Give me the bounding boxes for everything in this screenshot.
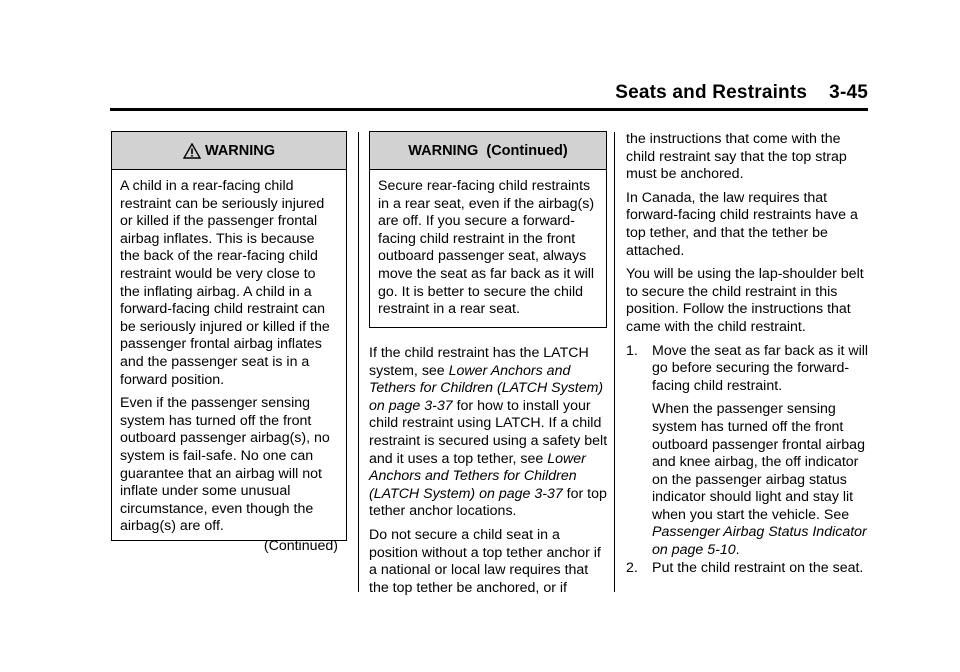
- warning-continued-body: [370, 170, 606, 325]
- warning-triangle-icon: [183, 143, 201, 159]
- latch-text-b: for how to install your child restraint using LATCH. If a child restraint is secured using a safety belt and it uses a top tether, see: [369, 397, 608, 467]
- column-divider-1: [358, 132, 359, 592]
- latch-text-a: If the child restraint has the LATCH system, see: [369, 345, 589, 379]
- warning-paragraph-2: Even if the passenger sensing system has turned off the front outboard passenger airbag(s), no system is fail-safe. No one can guarantee that an airbag will not inflate under some unusual circumstance, even though the airbag(s) are off.: [120, 395, 330, 535]
- list-item-step-2: [626, 560, 872, 578]
- column-2-text: [369, 345, 609, 597]
- page-header: [615, 82, 868, 104]
- step-1-number: 1.: [626, 342, 638, 359]
- step-2-number: 2.: [626, 559, 638, 576]
- continued-label: (Continued): [263, 537, 338, 554]
- list-item-step-1: [626, 343, 872, 396]
- header-rule: [110, 108, 868, 111]
- step-1-text: Move the seat as far back as it will go before securing the forward-facing child restraint.: [652, 342, 869, 394]
- warning-continued-text: Secure rear-facing child restraints in a rear seat, even if the airbag(s) are off. If you secure a forward-facing child restraint in the front outboard passenger seat, always move the seat as far back as it will go. It is better to secure the child restraint in a rear seat.: [378, 178, 595, 318]
- warning-box: [111, 131, 347, 554]
- step-1-note-end: .: [735, 542, 740, 559]
- warning-header: [112, 132, 346, 170]
- column-divider-2: [614, 132, 615, 592]
- tether-paragraph: Do not secure a child seat in a position without a top tether anchor if a national or local law requires that the top tether be anchored, or if: [369, 526, 601, 596]
- section-title: Seats and Restraints: [615, 82, 808, 103]
- warning-continued-box: [369, 131, 607, 328]
- latch-reference-link-2[interactable]: Lower Anchors and Tethers for Children (LATCH System) on page 3-37: [369, 450, 586, 502]
- latch-text-c: for top tether anchor locations.: [369, 485, 607, 520]
- page-number: 3-45: [829, 82, 868, 103]
- warning-continued-title: WARNING (Continued): [408, 142, 568, 159]
- step-2-text: Put the child restraint on the seat.: [652, 559, 864, 576]
- step-1-note-text: When the passenger sensing system has turned off the front outboard passenger frontal airbag and knee airbag, the off indicator on the passenger airbag status indicator should light and stay lit when you start the vehicle. See: [652, 401, 865, 523]
- instructions-paragraph: the instructions that come with the child restraint say that the top strap must be anchored.: [626, 131, 847, 183]
- latch-reference-link[interactable]: Lower Anchors and Tethers for Children (LATCH System) on page 3-37: [369, 362, 604, 414]
- warning-continued-header: [370, 132, 606, 170]
- warning-title: WARNING: [204, 142, 276, 159]
- lap-shoulder-paragraph: You will be using the lap-shoulder belt to secure the child restraint in this position. Follow the instructions that came with the child restraint.: [626, 266, 864, 335]
- latch-paragraph: [369, 345, 609, 521]
- step-1-note: [626, 401, 872, 559]
- column-3-text: [626, 131, 872, 577]
- airbag-indicator-reference-link[interactable]: Passenger Airbag Status Indicator on page 5-10: [652, 524, 867, 559]
- canada-paragraph: In Canada, the law requires that forward-facing child restraints have a top tether, and that the tether be attached.: [626, 189, 858, 259]
- warning-body: [112, 170, 346, 561]
- warning-paragraph-1: A child in a rear-facing child restraint can be seriously injured or killed if the passenger frontal airbag inflates. This is because the back of the rear-facing child restraint would be very close to the inflating airbag. A child in a forward-facing child restraint can be seriously injured or killed if the passenger frontal airbag inflates and the passenger seat is in a forward position.: [120, 178, 330, 388]
